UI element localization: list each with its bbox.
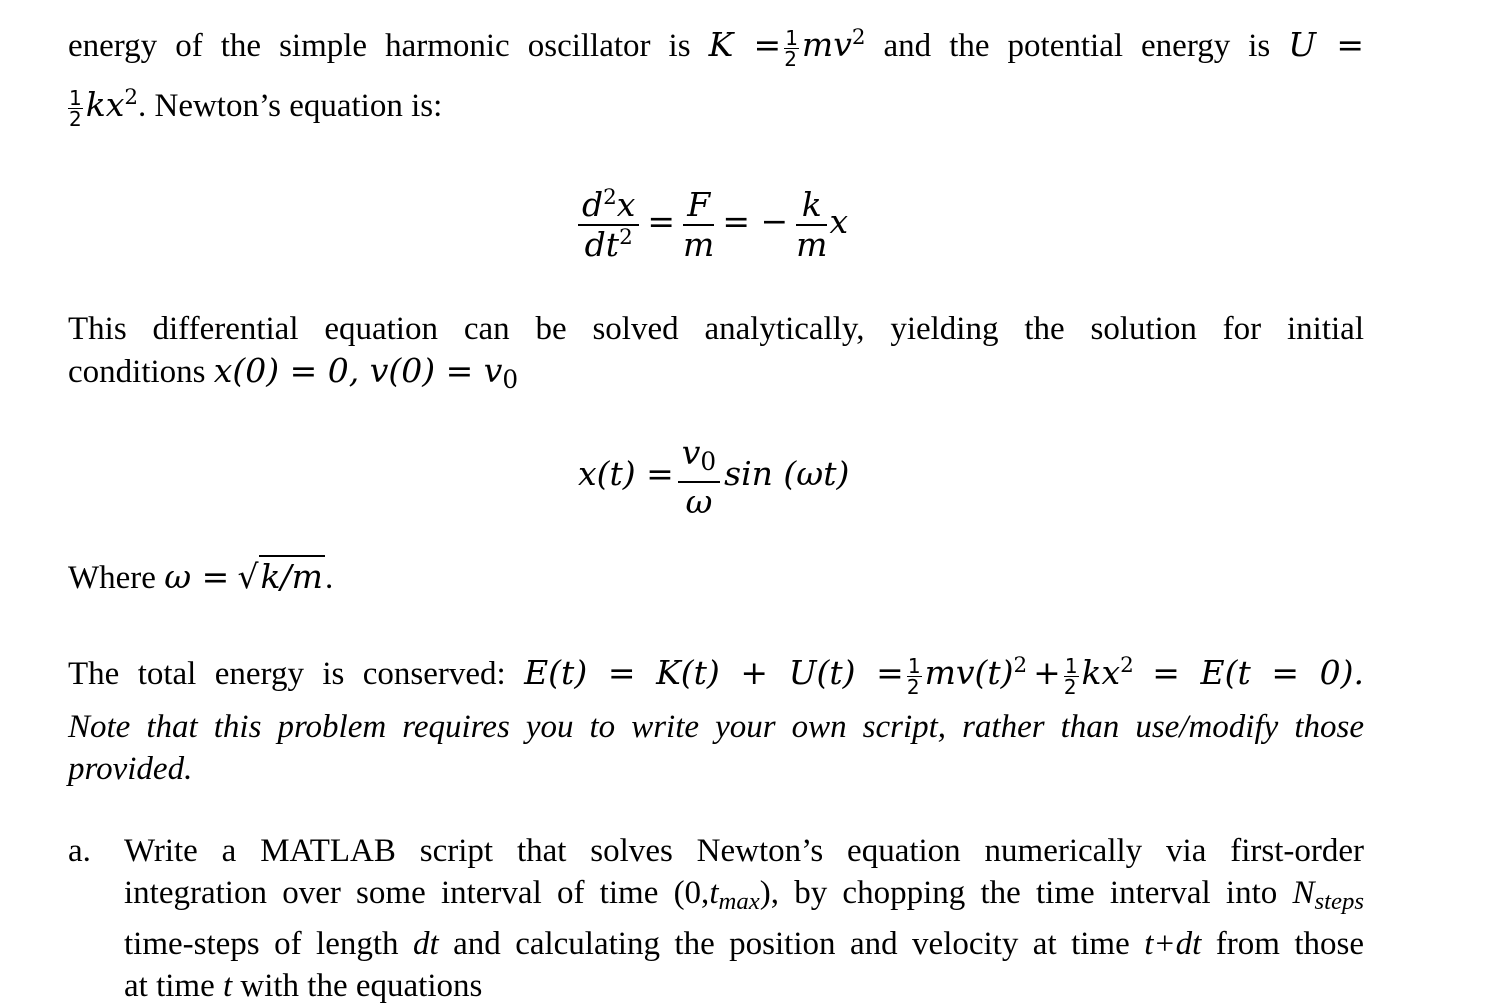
intro-text: energy of the simple harmonic oscillator is bbox=[68, 28, 691, 64]
list-marker: a. bbox=[68, 833, 91, 869]
sqrt-sign: √ bbox=[237, 557, 259, 596]
v0-over-omega-fraction: $\frac{v_0}{\omega}$ bbox=[678, 434, 720, 521]
note-line-2: provided. bbox=[68, 751, 193, 787]
omega-definition: Where ω = √k/m. bbox=[68, 557, 334, 596]
newton-equation bbox=[578, 186, 848, 264]
kx-term: kx bbox=[85, 85, 125, 124]
kinetic-energy-symbol: K = bbox=[708, 25, 782, 64]
and-text: and the potential energy is bbox=[883, 28, 1271, 64]
energy-conservation: The total energy is conserved: E(t) = K(t) + U(t) = $\frac{1}{2}$ $mv(t)^2$ + $\frac{1}{2}$ $kx^2 = E(t = 0)$. bbox=[68, 653, 1365, 699]
force-fraction: $\frac{F}{m}$ bbox=[683, 185, 715, 264]
sqrt-content: k/m bbox=[260, 557, 323, 596]
equals-sign: = bbox=[647, 201, 676, 241]
intro-line-1: energy of the simple harmonic oscillator is K = $\frac{1}{2}$ $mv^2$ and the potential energy is U = bbox=[68, 25, 1365, 71]
second-derivative-fraction: $\frac{d^2x}{dt^2}$ bbox=[578, 186, 639, 264]
newton-text: . Newton’s equation is: bbox=[137, 88, 443, 124]
initial-conditions: x(0) = 0, v(0) = v bbox=[213, 351, 503, 390]
energy-expression: E(t) = K(t) + U(t) = bbox=[524, 653, 904, 692]
solution-lhs: x(t) = bbox=[578, 454, 674, 494]
energy-tail: = E(t = 0). bbox=[1152, 653, 1365, 692]
list-item-a bbox=[68, 830, 1364, 1007]
sine-term: sin (ωt) bbox=[724, 454, 850, 494]
intro-line-2: $\frac{1}{2}$ $kx^2$. Newton’s equation is: bbox=[69, 85, 443, 131]
solution-intro-line-1: This differential equation can be solved analytically, yielding the solution for initial bbox=[68, 311, 1364, 347]
list-item-body: Write a MATLAB script that solves Newton’s equation numerically via first-order integration over some interval of time $(0,t_{max})$, by chopping the time interval into $N_{steps}$ time-steps of length dt and calculating the position and velocity at time t+dt from those at time t with the equations bbox=[124, 833, 1365, 1005]
equals-minus: = − bbox=[722, 201, 789, 241]
half-fraction: $\frac{1}{2}$ bbox=[784, 25, 798, 71]
mv-term: mv bbox=[801, 25, 852, 64]
k-over-m-fraction: $\frac{k}{m}$ bbox=[796, 185, 828, 264]
half-fraction-2: $\frac{1}{2}$ bbox=[69, 85, 82, 131]
solution-intro-line-2: conditions x(0) = 0, $v(0) = v_0$ bbox=[68, 351, 519, 395]
x-variable: x bbox=[829, 201, 849, 241]
note-line-1: Note that this problem requires you to write your own script, rather than use/modify those bbox=[68, 709, 1364, 745]
potential-energy-symbol: U = bbox=[1288, 25, 1365, 64]
solution-equation bbox=[578, 434, 849, 521]
